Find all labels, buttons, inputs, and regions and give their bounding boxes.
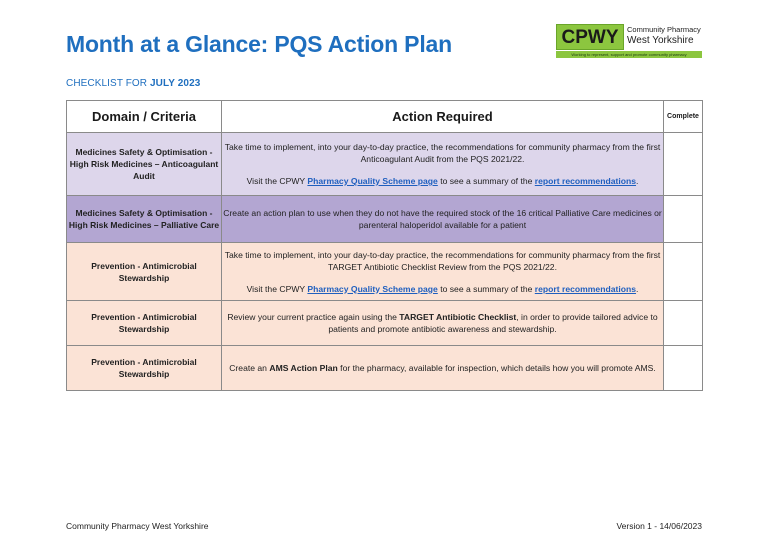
visit-middle: to see a summary of the [437,176,535,186]
header-complete: Complete [664,101,703,133]
row-domain: Medicines Safety & Optimisation - High Risk Medicines – Palliative Care [67,196,222,243]
visit-prefix: Visit the CPWY [246,283,308,294]
table-row [67,196,703,243]
visit-prefix: Visit the CPWY [246,176,308,186]
checklist-heading [66,78,200,89]
action-prefix: Review your current practice again using the [227,312,400,322]
pqs-page-link[interactable]: Pharmacy Quality Scheme page [307,176,438,186]
visit-text [222,175,663,187]
header-domain: Domain / Criteria [67,101,222,133]
visit-suffix: . [636,176,639,186]
cpwy-logo [556,24,702,59]
pqs-page-link[interactable]: Pharmacy Quality Scheme page [307,283,438,294]
row-action [222,133,664,196]
action-plan-table [66,100,703,391]
row-action [222,196,664,243]
action-text [222,311,663,335]
footer-version: Version 1 - 14/06/2023 [616,521,702,531]
row-domain: Prevention - Antimicrobial Stewardship [67,301,222,346]
logo-tagline: Working to represent, support and promote community pharmacy [556,51,702,58]
visit-text [222,283,663,295]
logo-mark: CPWY [556,24,624,50]
row-domain: Prevention - Antimicrobial Stewardship [67,346,222,391]
report-recommendations-link[interactable]: report recommendations [534,176,637,186]
row-action [222,301,664,346]
logo-line2: West Yorkshire [627,35,694,46]
row-domain: Medicines Safety & Optimisation - High Risk Medicines – Anticoagulant Audit [67,133,222,196]
row-action [222,346,664,391]
table-row [67,243,703,301]
report-recommendations-link[interactable]: report recommendations [534,283,637,294]
visit-middle: to see a summary of the [437,283,535,294]
visit-suffix: . [636,283,639,294]
checklist-prefix: CHECKLIST FOR [66,78,151,89]
complete-checkbox-cell[interactable] [664,133,703,196]
complete-checkbox-cell[interactable] [664,196,703,243]
complete-checkbox-cell[interactable] [664,346,703,391]
action-text [222,362,663,374]
action-bold: TARGET Antibiotic Checklist [399,312,517,322]
action-suffix: , in order to provide tailored advice to patients and promote antibiotic awareness and stewardship. [328,312,658,334]
footer-organisation: Community Pharmacy West Yorkshire [66,521,209,531]
table-row [67,346,703,391]
checklist-month: JULY 2023 [150,78,201,89]
action-text: Create an action plan to use when they do not have the required stock of the 16 critical Palliative Care medicines or parenteral haloperidol available for a patient [223,208,662,230]
page-title: Month at a Glance: PQS Action Plan [66,31,452,57]
complete-checkbox-cell[interactable] [664,301,703,346]
action-text: Take time to implement, into your day-to-day practice, the recommendations for community pharmacy from the first TARGET Antibiotic Checklist Review from the PQS 2021/22. [224,249,661,272]
action-prefix: Create an [229,363,270,373]
action-suffix: for the pharmacy, available for inspection, which details how you will promote AMS. [337,363,656,373]
header-action: Action Required [222,101,664,133]
table-row [67,133,703,196]
row-action [222,243,664,301]
table-header-row [67,101,703,133]
action-text: Take time to implement, into your day-to-day practice, the recommendations for community pharmacy from the first Anticoagulant Audit from the PQS 2021/22. [224,142,661,164]
table-row [67,301,703,346]
complete-checkbox-cell[interactable] [664,243,703,301]
action-bold: AMS Action Plan [269,363,338,373]
logo-line1: Community Pharmacy [627,25,701,34]
row-domain: Prevention - Antimicrobial Stewardship [67,243,222,301]
